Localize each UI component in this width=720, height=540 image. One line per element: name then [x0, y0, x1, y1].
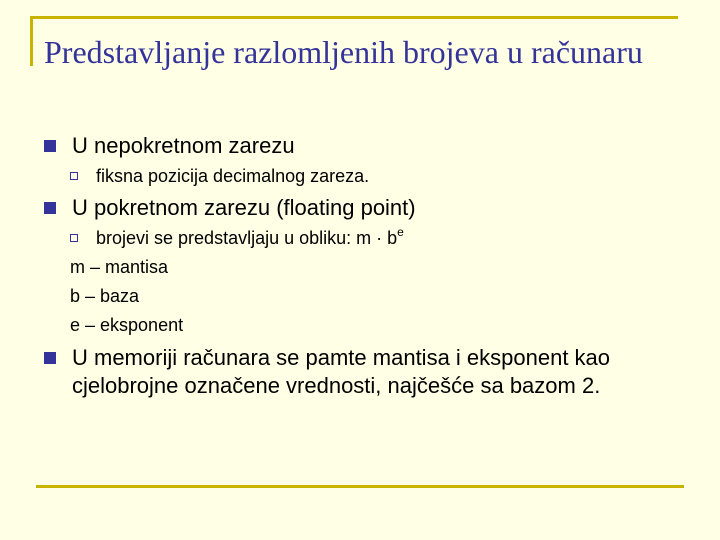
square-bullet-icon [44, 352, 56, 364]
line-baza: b – baza [70, 286, 140, 306]
frame-bottom-line [36, 485, 684, 488]
square-bullet-icon [44, 202, 56, 214]
square-bullet-icon [44, 140, 56, 152]
hollow-square-bullet-icon [70, 172, 78, 180]
oblik-text: brojevi se predstavljaju u obliku: m · b [96, 228, 398, 248]
slide-title: Predstavljanje razlomljenih brojeva u računaru [44, 34, 643, 70]
hollow-square-bullet-icon [70, 234, 78, 242]
sub-bullet-oblik [96, 226, 404, 250]
line-eksponent: e – eksponent [70, 315, 184, 335]
bullet-pokretni-zarez: U pokretnom zarezu (floating point) [72, 195, 416, 220]
bullet-memorija: U memoriji računara se pamte mantisa i eksponent kao cjelobrojne označene vrednosti, najčešće sa bazom 2. [72, 345, 611, 398]
exponent-superscript: e [397, 225, 404, 239]
bullet-nepokretni-zarez: U nepokretnom zarezu [72, 133, 295, 158]
frame-top-line [30, 16, 678, 19]
line-mantisa: m – mantisa [70, 257, 169, 277]
sub-bullet-fiksna-pozicija: fiksna pozicija decimalnog zareza. [96, 166, 370, 186]
frame-left-line [30, 16, 33, 66]
